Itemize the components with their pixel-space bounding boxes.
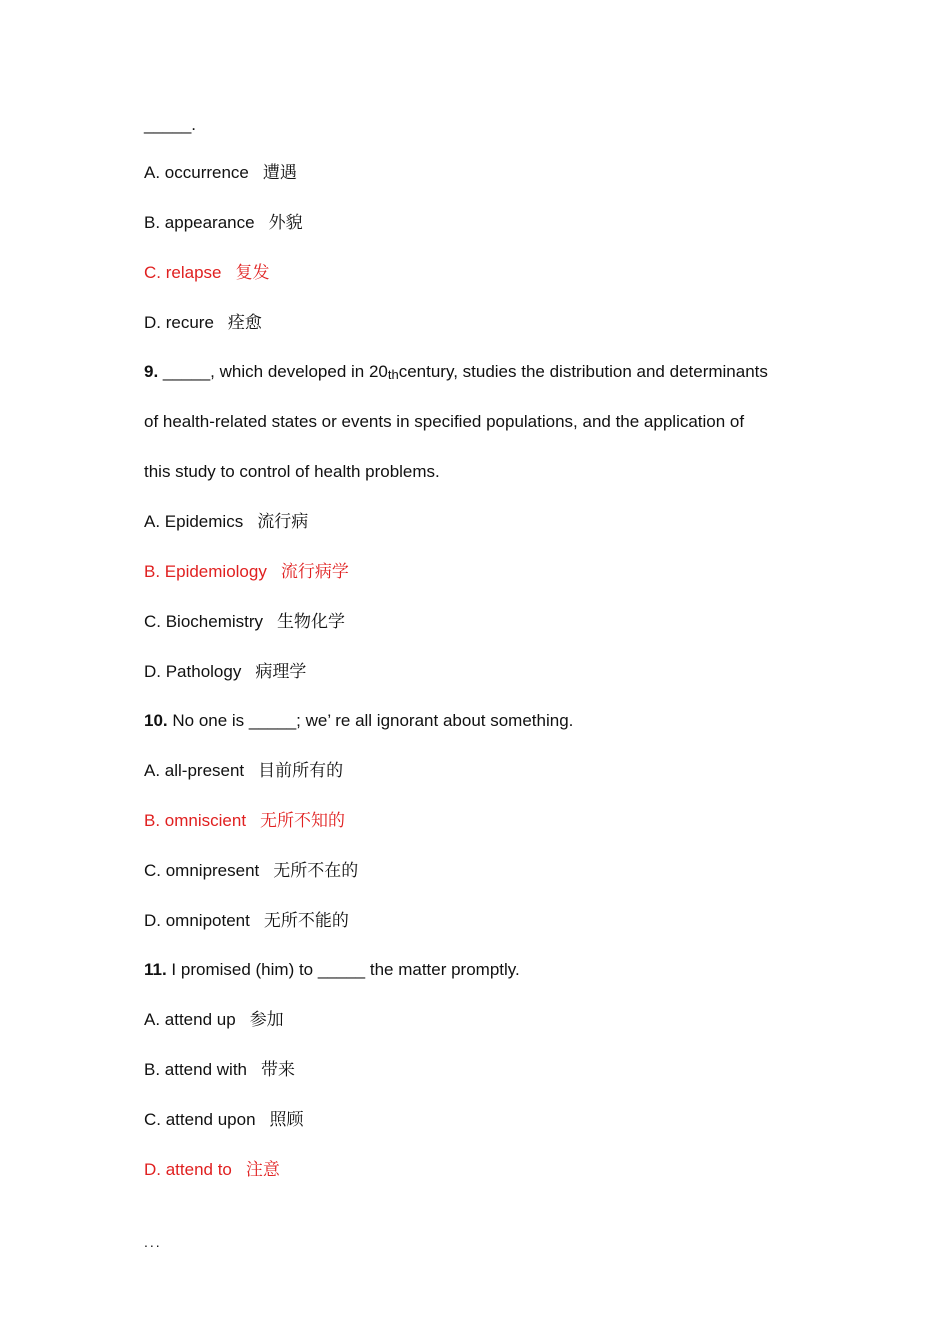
q11-number: 11. bbox=[144, 960, 167, 979]
q10-option-b-correct: B. omniscient 无所不知的 bbox=[144, 811, 346, 830]
q8-option-d: D. recure 痊愈 bbox=[144, 313, 262, 332]
q11-option-b: B. attend with 带来 bbox=[144, 1060, 296, 1079]
q9-option-b-correct: B. Epidemiology 流行病学 bbox=[144, 562, 349, 581]
q10-option-d: D. omnipotent 无所不能的 bbox=[144, 911, 349, 930]
q9-option-d: D. Pathology 病理学 bbox=[144, 662, 307, 681]
q8-option-a: A. occurrence 遭遇 bbox=[144, 163, 297, 182]
q9-stem-line1: 9. _____, which developed in $20_{th}century$, studies the distribution and determinants bbox=[144, 362, 768, 382]
q10-stem: 10. No one is _____; we’ re all ignorant about something. bbox=[144, 711, 574, 730]
q9-stem-line3: this study to control of health problems. bbox=[144, 462, 440, 481]
q10-option-c: C. omnipresent 无所不在的 bbox=[144, 861, 359, 880]
q8-option-b: B. appearance 外貌 bbox=[144, 213, 303, 232]
q11-stem: 11. I promised (him) to _____ the matter promptly. bbox=[144, 960, 520, 979]
q9-stem-line2: of health-related states or events in specified populations, and the application of bbox=[144, 412, 745, 431]
q11-option-a: A. attend up 参加 bbox=[144, 1010, 284, 1029]
q9-option-a: A. Epidemics 流行病 bbox=[144, 512, 309, 531]
page-footer: ... bbox=[144, 1234, 162, 1250]
lead-fragment: _____. bbox=[144, 115, 196, 134]
q11-option-c: C. attend upon 照顾 bbox=[144, 1110, 304, 1129]
q10-option-a: A. all-present 目前所有的 bbox=[144, 761, 344, 780]
q11-option-d-correct: D. attend to 注意 bbox=[144, 1160, 280, 1179]
q8-option-c-correct: C. relapse 复发 bbox=[144, 263, 270, 282]
q9-number: 9. bbox=[144, 362, 159, 381]
q9-option-c: C. Biochemistry 生物化学 bbox=[144, 612, 346, 631]
q10-number: 10. bbox=[144, 711, 168, 730]
